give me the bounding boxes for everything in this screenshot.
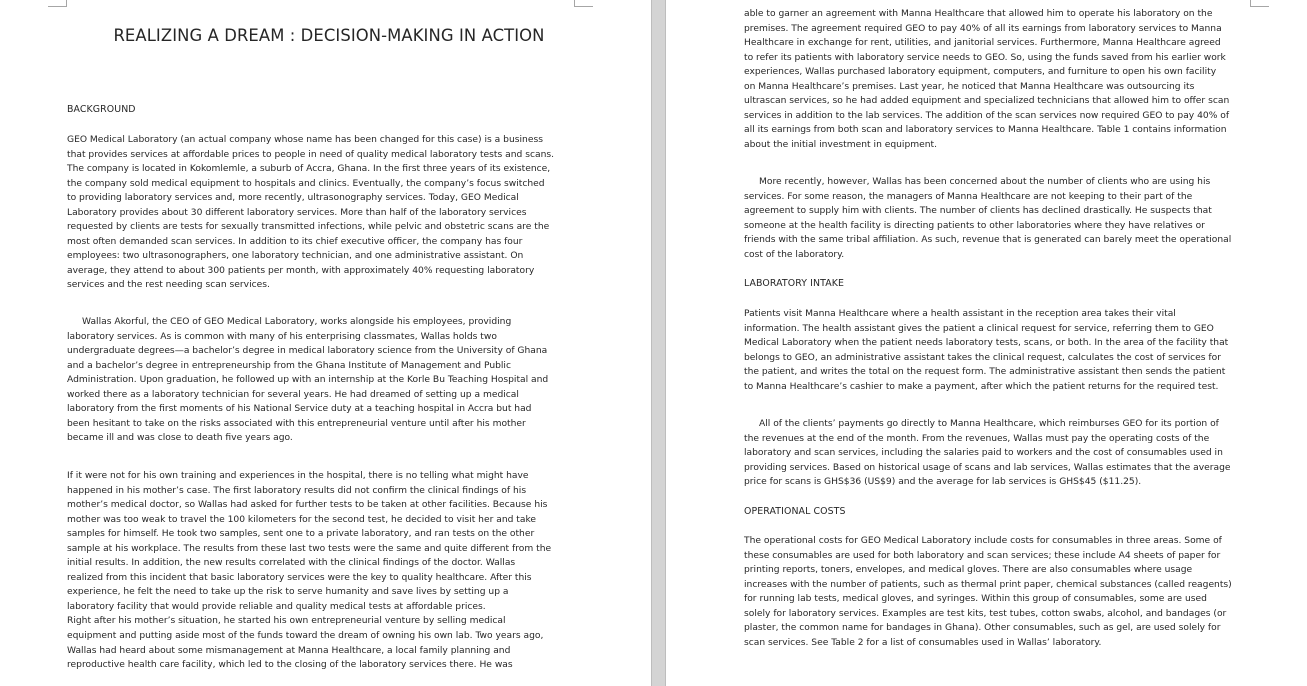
text-line: reproductive health care facility, which led to the closing of the laboratory services there. He was xyxy=(67,660,513,671)
crop-mark xyxy=(574,0,593,7)
text-line: If it were not for his own training and experiences in the hospital, there is no telling what might have xyxy=(67,471,529,481)
text-line: Wallas Akorful, the CEO of GEO Medical Laboratory, works alongside his employees, providing xyxy=(82,317,512,327)
text-line: about the initial investment in equipment. xyxy=(744,139,938,150)
text-line: Administration. Upon graduation, he followed up with an internship at the Korle Bu Teaching Hospital and xyxy=(67,375,549,386)
text-line: services in addition to the lab services. The addition of the scan services now required GEO to pay 40% of xyxy=(744,110,1230,121)
text-line: plaster, the common name for bandages in Ghana). Other consumables, such as gel, are used solely for xyxy=(744,623,1221,634)
page-divider xyxy=(651,0,652,686)
text-line: someone at the health facility is directing patients to other laboratories where they have relatives or xyxy=(744,220,1205,231)
text-line: undergraduate degrees—a bachelor’s degree in medical laboratory science from the University of Ghana xyxy=(67,346,548,357)
text-line: laboratory facility that would provide reliable and quality medical tests at affordable prices. xyxy=(67,601,486,612)
text-line: been hesitant to take on the risks associated with this entrepreneurial venture until after his mother xyxy=(67,418,526,429)
text-line: all its earnings from both scan and laboratory services to Manna Healthcare. Table 1 contains information xyxy=(744,125,1227,136)
crop-mark xyxy=(1250,0,1269,7)
text-line: became ill and was close to death five years ago. xyxy=(67,433,293,444)
paragraph-clients-concern[interactable] xyxy=(744,175,1231,262)
text-line: belongs to GEO, an administrative assistant takes the clinical request, calculates the cost of services for xyxy=(744,352,1221,363)
heading-background[interactable]: BACKGROUND xyxy=(67,104,136,115)
text-line: mother was too weak to travel the 100 kilometers for the second test, he decided to visit her and take xyxy=(67,514,537,525)
paragraph-background-3[interactable] xyxy=(67,469,551,673)
text-line: mother’s medical doctor, so Wallas had asked for further tests to be taken at other facilities. Because his xyxy=(67,500,548,511)
document-page-left xyxy=(0,0,651,686)
text-line: Laboratory provides about 30 different laboratory services. More than half of the laboratory services xyxy=(67,207,527,218)
text-line: scan services. See Table 2 for a list of consumables used in Wallas’ laboratory. xyxy=(744,637,1102,648)
text-line: sample at his workplace. The results from these last two tests were the same and quite different from the xyxy=(67,543,552,554)
paragraph-payments[interactable] xyxy=(744,417,1231,490)
paragraph-intake[interactable] xyxy=(744,307,1228,394)
text-line: the company sold medical equipment to hospitals and clinics. Eventually, the company’s focus switched xyxy=(67,178,545,189)
heading-operational-costs[interactable]: OPERATIONAL COSTS xyxy=(744,506,846,517)
text-line: price for scans is GHS$36 (US$9) and the average for lab services is GHS$45 ($11.25). xyxy=(744,477,1142,488)
text-line: solely for laboratory services. Examples are test kits, test tubes, cotton swabs, alcohol, and bandages (or xyxy=(744,608,1227,619)
text-line: average, they attend to about 300 patients per month, with approximately 40% requesting laboratory xyxy=(67,265,535,276)
text-line: that provides services at affordable prices to people in need of quality medical laboratory tests and scans. xyxy=(67,149,555,160)
text-line: laboratory from the first moments of his National Service duty at a teaching hospital in Accra but had xyxy=(67,404,532,415)
paragraph-agreement[interactable] xyxy=(744,7,1229,152)
text-line: equipment and putting aside most of the funds toward the dream of owning his own lab. Two years ago, xyxy=(67,631,544,642)
paragraph-background-2[interactable] xyxy=(67,315,548,446)
text-line: Right after his mother’s situation, he started his own entrepreneurial venture by selling medical xyxy=(67,616,506,627)
text-line: on Manna Healthcare’s premises. Last year, he noticed that Manna Healthcare was outsourcing its xyxy=(744,81,1195,92)
text-line: the revenues at the end of the month. From the revenues, Wallas must pay the operating costs of the xyxy=(744,433,1210,444)
text-line: requested by clients are tests for sexually transmitted infections, while pelvic and obstetric scans are the xyxy=(67,222,550,233)
text-line: able to garner an agreement with Manna Healthcare that allowed him to operate his laboratory on the xyxy=(744,9,1213,19)
text-line: All of the clients’ payments go directly to Manna Healthcare, which reimburses GEO for its portion of xyxy=(759,419,1219,429)
text-line: to Manna Healthcare’s cashier to make a payment, after which the patient returns for the required test. xyxy=(744,381,1219,392)
text-line: and a bachelor’s degree in entrepreneurship from the Ghana Institute of Management and Public xyxy=(67,360,511,371)
text-line: experience, he felt the need to take up the risk to serve humanity and save lives by setting up a xyxy=(67,587,509,598)
text-line: agreement to supply him with clients. The number of clients has declined drastically. He suspects that xyxy=(744,206,1212,217)
text-line: The company is located in Kokomlemle, a suburb of Accra, Ghana. In the first three years of its existence, xyxy=(67,164,551,175)
text-line: for running lab tests, medical gloves, and syringes. Within this group of consumables, some are used xyxy=(744,594,1207,605)
text-line: realized from this incident that basic laboratory services were the key to quality healthcare. After this xyxy=(67,572,532,583)
heading-laboratory-intake[interactable]: LABORATORY INTAKE xyxy=(744,278,845,289)
text-line: to refer its patients with laboratory service needs to GEO. So, using the funds saved from his earlier work xyxy=(744,52,1226,63)
text-line: Patients visit Manna Healthcare where a health assistant in the reception area takes their vital xyxy=(744,309,1176,319)
text-line: increases with the number of patients, such as thermal print paper, chemical substances (called reagents) xyxy=(744,579,1232,590)
text-line: cost of the laboratory. xyxy=(744,249,845,260)
text-line: Medical Laboratory when the patient needs laboratory tests, scans, or both. In the area of the facility that xyxy=(744,338,1229,349)
text-line: Wallas had heard about some mismanagement at Manna Healthcare, a local family planning and xyxy=(67,645,511,656)
text-line: worked there as a laboratory technician for several years. He had dreamed of setting up a medical xyxy=(67,389,519,400)
text-line: happened in his mother’s case. The first laboratory results did not confirm the clinical findings of his xyxy=(67,485,527,496)
text-line: information. The health assistant gives the patient a clinical request for service, referring them to GEO xyxy=(744,323,1214,334)
text-line: friends with the same tribal affiliation. As such, revenue that is generated can barely meet the operational xyxy=(744,235,1232,246)
text-line: these consumables are used for both laboratory and scan services; these include A4 sheets of paper for xyxy=(744,550,1221,561)
text-line: services and the rest needing scan services. xyxy=(67,280,270,291)
text-line: the patient, and writes the total on the request form. The administrative assistant then sends the patient xyxy=(744,367,1226,378)
text-line: printing reports, toners, envelopes, and medical gloves. There are also consumables where usage xyxy=(744,565,1193,576)
text-line: to providing laboratory services and, more recently, ultrasonography services. Today, GEO Medical xyxy=(67,193,519,204)
text-line: employees: two ultrasonographers, one laboratory technician, and one administrative assistant. On xyxy=(67,251,524,262)
text-line: most often demanded scan services. In addition to its chief executive officer, the company has four xyxy=(67,236,523,247)
text-line: laboratory and scan services, including the salaries paid to workers and the cost of consumables used in xyxy=(744,448,1223,459)
text-line: premises. The agreement required GEO to pay 40% of all its earnings from laboratory services to Manna xyxy=(744,23,1222,34)
text-line: services. For some reason, the managers of Manna Healthcare are not keeping to their part of the xyxy=(744,191,1193,202)
paragraph-operational-costs[interactable] xyxy=(744,534,1232,650)
paragraph-background-1[interactable] xyxy=(67,133,554,293)
text-line: More recently, however, Wallas has been concerned about the number of clients who are using his xyxy=(759,177,1211,187)
text-line: laboratory services. As is common with many of his enterprising classmates, Wallas holds two xyxy=(67,331,497,342)
text-line: samples for himself. He took two samples, sent one to a private laboratory, and ran tests on the other xyxy=(67,529,535,540)
text-line: Healthcare in exchange for rent, utilities, and janitorial services. Furthermore, Manna Healthcare agreed xyxy=(744,38,1221,49)
text-line: experiences, Wallas purchased laboratory equipment, computers, and furniture to open his own facility xyxy=(744,67,1217,78)
text-line: GEO Medical Laboratory (an actual company whose name has been changed for this case) is a business xyxy=(67,135,543,145)
document-title[interactable]: REALIZING A DREAM : DECISION-MAKING IN ACTION xyxy=(113,26,545,45)
text-line: initial results. In addition, the new results correlated with the clinical findings of the doctor. Wallas xyxy=(67,558,516,569)
text-line: providing services. Based on historical usage of scans and lab services, Wallas estimates that the average xyxy=(744,462,1231,473)
text-line: ultrascan services, so he had added equipment and specialized technicians that allowed him to offer scan xyxy=(744,96,1230,107)
crop-mark xyxy=(48,0,67,7)
text-line: The operational costs for GEO Medical Laboratory include costs for consumables in three areas. Some of xyxy=(744,536,1222,546)
